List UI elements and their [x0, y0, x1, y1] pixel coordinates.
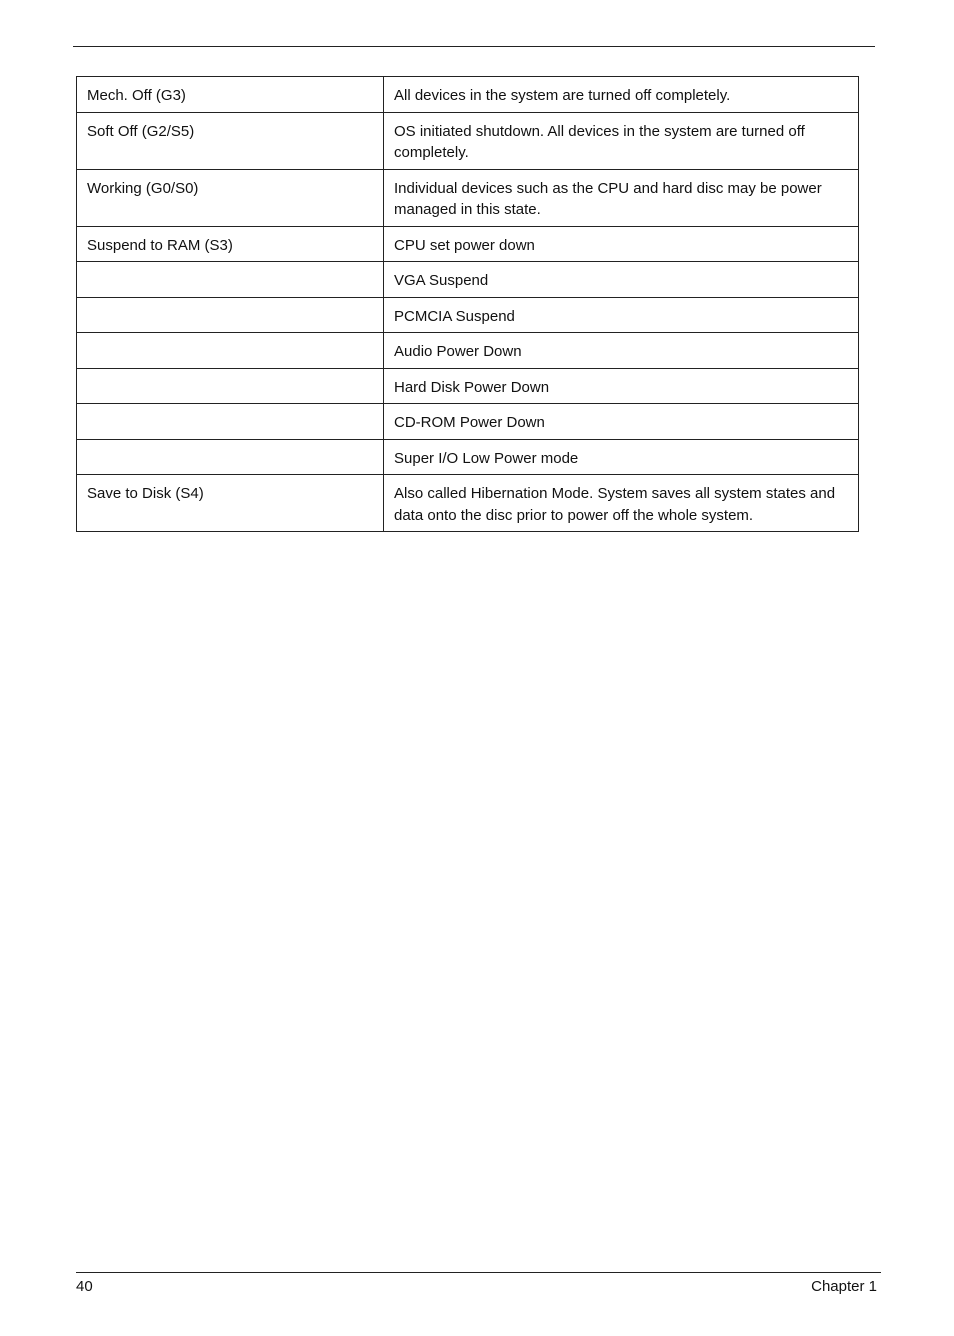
description-cell: CD-ROM Power Down — [384, 404, 859, 440]
description-cell: All devices in the system are turned off completely. — [384, 77, 859, 113]
description-cell: Audio Power Down — [384, 333, 859, 369]
state-cell: Save to Disk (S4) — [77, 475, 384, 532]
table-row — [77, 404, 859, 440]
header-rule — [73, 46, 875, 47]
description-cell: Super I/O Low Power mode — [384, 439, 859, 475]
state-cell — [77, 368, 384, 404]
description-cell: Hard Disk Power Down — [384, 368, 859, 404]
chapter-label: Chapter 1 — [811, 1278, 877, 1295]
table-row — [77, 77, 859, 113]
state-cell — [77, 297, 384, 333]
table-row — [77, 297, 859, 333]
description-cell: PCMCIA Suspend — [384, 297, 859, 333]
state-cell — [77, 404, 384, 440]
table-row — [77, 333, 859, 369]
table-row — [77, 368, 859, 404]
state-cell: Mech. Off (G3) — [77, 77, 384, 113]
description-cell: OS initiated shutdown. All devices in the system are turned off completely. — [384, 112, 859, 169]
table-row — [77, 439, 859, 475]
table-row — [77, 226, 859, 262]
state-cell — [77, 439, 384, 475]
table-row — [77, 262, 859, 298]
table-row — [77, 475, 859, 532]
table-row — [77, 112, 859, 169]
power-states-table — [76, 76, 859, 532]
page-number: 40 — [76, 1278, 93, 1295]
footer-rule — [76, 1272, 881, 1273]
description-cell: VGA Suspend — [384, 262, 859, 298]
description-cell: CPU set power down — [384, 226, 859, 262]
description-cell: Also called Hibernation Mode. System saves all system states and data onto the disc prior to power off the whole system. — [384, 475, 859, 532]
state-cell — [77, 262, 384, 298]
table-row — [77, 169, 859, 226]
state-cell: Working (G0/S0) — [77, 169, 384, 226]
state-cell: Suspend to RAM (S3) — [77, 226, 384, 262]
state-cell — [77, 333, 384, 369]
state-cell: Soft Off (G2/S5) — [77, 112, 384, 169]
description-cell: Individual devices such as the CPU and hard disc may be power managed in this state. — [384, 169, 859, 226]
